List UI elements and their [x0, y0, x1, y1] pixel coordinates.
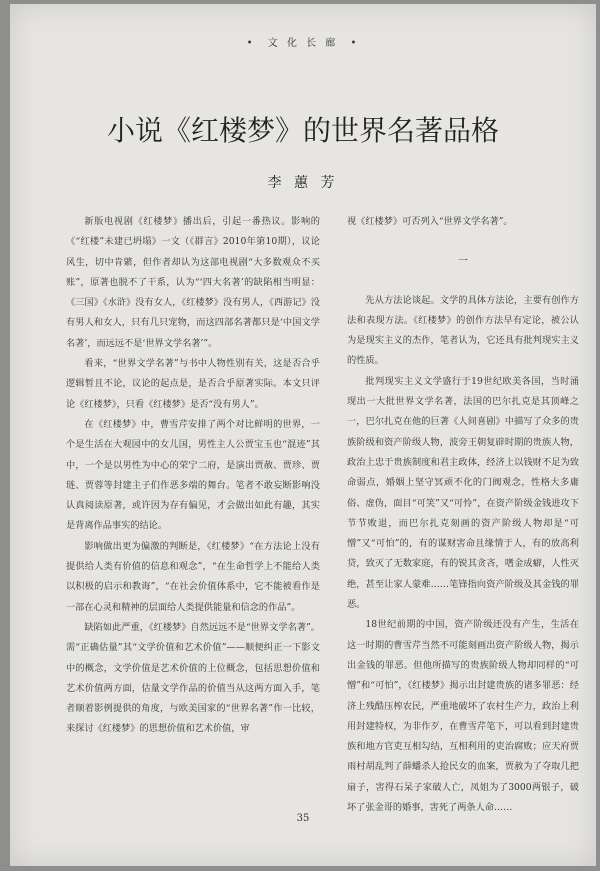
- running-header: [10, 34, 596, 49]
- paragraph: 在《红楼梦》中，曹雪芹安排了两个对比鲜明的世界，一个是生活在大观园中的女儿国，男性主人公贾宝玉也“混迹”其中，一个是以男性为中心的荣宁二府，是演出贾赦、贾珍、贾琏、贾蓉等封建主子们作恶多端的舞台。笔者不敢妄断影响没认真阅读原著，或许因为存有偏见，才会做出如此有趣，其实是背离作品事实的结论。: [66, 418, 320, 532]
- paragraph: 影响做出更为偏激的判断是，《红楼梦》“在方法论上没有提供给人类有价值的信息和观念”，“在生命哲学上不能给人类以积极的启示和教诲”，“在社会价值体系中，它不能被看作是一部在心灵和精神的层面给人类提供能量和信念的作品”。: [66, 540, 320, 613]
- article-title: 小说《红楼梦》的世界名著品格: [106, 114, 499, 147]
- left-column: [66, 212, 320, 740]
- header-section-name: 文 化 长 廊: [267, 38, 339, 49]
- paragraph: 新版电视剧《红楼梦》播出后，引起一番热议。影响的《“红楼”未建已坍塌》一文（《群言》2010年第10期），议论风生，切中肯綮，但作者却认为这部电视剧“大多数观众不买账”，原著也脱不了干系，认为“‘四大名著’的缺陷相当明显：《三国》《水浒》没有女人，《红楼梦》没有男人，《西游记》没有男人和女人，只有几只宠物，而这四部名著都只是‘中国文学名著’，而远远不是‘世界文学名著’”。: [66, 216, 320, 349]
- header-dot-right: •: [350, 38, 360, 49]
- paragraph: 缺陷如此严重，《红楼梦》自然远远不是“世界文学名著”。需“正确估量”其“文学价值和艺术价值”——顺便纠正一下影文中的概念，文学价值是艺术价值的上位概念，包括思想价值和艺术价值两方面，估量文学作品的价值当从这两方面入手，笔者顺着影例提供的角度，与欧美国家的“世界名著”作一比较，来探讨《红楼梦》的思想价值和艺术价值，审: [66, 621, 320, 735]
- paragraph: 18世纪前期的中国，资产阶级还没有产生，生活在这一时期的曹雪芹当然不可能刻画出资产阶级人物，揭示出金钱的罪恶。但他所描写的贵族阶级人物却同样的“可憎”和“可怕”，《红楼梦》揭示出封建贵族的诸多罪恶：经济上残酷压榨农民，严重地破坏了农村生产力，政治上利用封建特权，为非作歹，在曹雪芹笔下，可以看到封建贵族和地方官吏互相勾结，互相利用的吏治腐败；应天府贾雨村胡乱判了薛蟠杀人抢民女的血案，贾赦为了夺取几把扇子，害得石呆子家破人亡，凤姐为了3000两银子，破坏了张金哥的婚事，害死了两条人命……: [347, 619, 579, 814]
- paragraph: 看来，“世界文学名著”与书中人物性别有关，这是否合乎逻辑暂且不论，议论的起点是，是否合乎原著实际。本文只评论《红楼梦》，只看《红楼梦》是否“没有男人”。: [66, 358, 320, 410]
- article-author: 李 蕙 芳: [267, 175, 339, 191]
- paragraph: 批判现实主义文学盛行于19世纪欧美各国，当时涌现出一大批世界文学名著，法国的巴尔扎克是其顶峰之一，巴尔扎克在他的巨著《人间喜剧》中描写了众多的贵族阶级和资产阶级人物，波旁王朝复辟时期的贵族人物，政治上忠于贵族制度和君主政体，经济上以钱财不足为致命弱点，婚姻上坚守冥顽不化的门阀观念，性格大多庸俗、虚伪，面目“可笑”又“可怜”，在资产阶级金钱进攻下节节败退，而巴尔扎克刻画的资产阶级人物却是“可憎”又“可怕”的，有的谋财害命且缘情于人，有的放高利贷，致灭了无数家庭，有的锐其贪吝，嗜金成癖，人性灭绝，甚至让家人蒙难……笔锋指向资产阶级及其金钱的罪恶。: [347, 375, 579, 611]
- paragraph: 先从方法论谈起。文学的具体方法论，主要有创作方法和表现方法。《红楼梦》的创作方法早有定论，被公认为是现实主义的杰作，笔者认为，它还具有批判现实主义的性质。: [347, 294, 579, 367]
- right-column: [347, 212, 579, 818]
- section-heading: 一: [458, 256, 468, 268]
- page: [10, 4, 596, 866]
- header-dot-left: •: [246, 38, 256, 49]
- paragraph-continuation: 视《红楼梦》可否列入“世界文学名著”。: [347, 216, 513, 227]
- page-number: 35: [296, 813, 310, 824]
